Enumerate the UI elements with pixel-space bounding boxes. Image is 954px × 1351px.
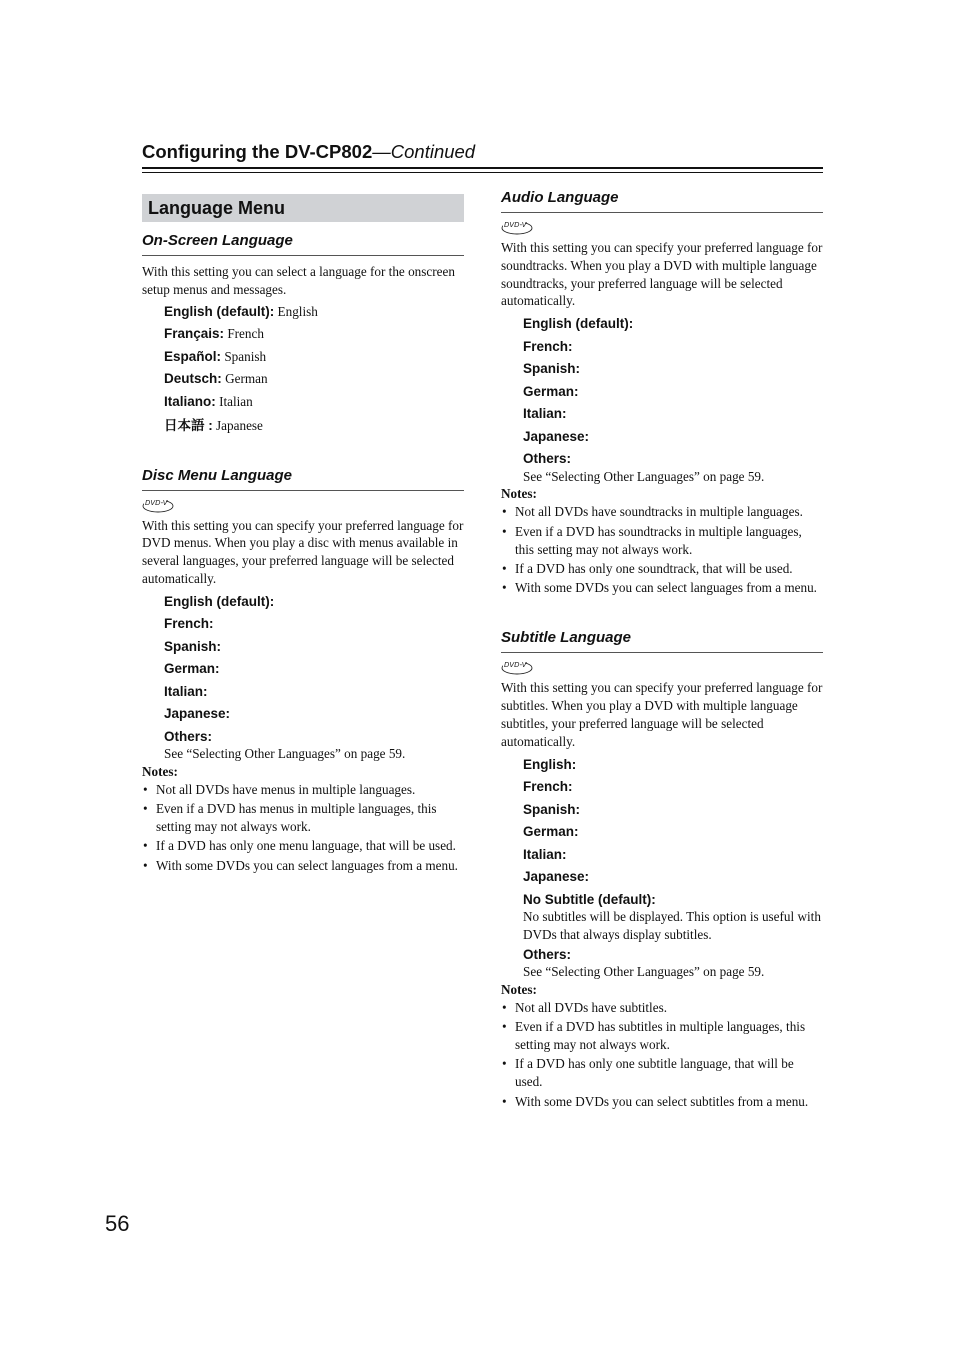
note-item: • Not all DVDs have soundtracks in multiple languages. bbox=[501, 503, 823, 521]
disc-option: Japanese: bbox=[164, 706, 231, 722]
audio-options bbox=[501, 313, 823, 485]
disc-intro: With this setting you can specify your preferred language for DVD menus. When you play a disc with menus available in several languages, your preferred language will be selected automatically. bbox=[142, 517, 464, 586]
header-title bbox=[142, 140, 823, 164]
disc-options bbox=[142, 591, 464, 763]
header-continued: —Continued bbox=[372, 141, 476, 162]
disc-notes-label: Notes: bbox=[142, 764, 178, 780]
note-item: • Not all DVDs have subtitles. bbox=[501, 999, 823, 1017]
subtitle-option: Japanese: bbox=[523, 869, 590, 885]
note-item: • If a DVD has only one subtitle language, that will be used. bbox=[501, 1055, 823, 1091]
header-rule-thin bbox=[142, 172, 823, 173]
dvd-icon-text: DVD-V bbox=[504, 221, 527, 229]
subtitle-notes bbox=[501, 999, 823, 1110]
disc-option: Italian: bbox=[164, 683, 208, 699]
onscreen-option: Français: French bbox=[164, 326, 264, 342]
dvd-video-icon bbox=[142, 497, 174, 513]
disc-others-desc: See “Selecting Other Languages” on page 59. bbox=[164, 746, 406, 762]
nosub-desc: No subtitles will be displayed. This option is useful with DVDs that always display subtitles. bbox=[523, 909, 821, 942]
header-title-text: Configuring the DV-CP802 bbox=[142, 141, 373, 162]
onscreen-option: Deutsch: German bbox=[164, 371, 268, 387]
onscreen-option: English (default): English bbox=[164, 303, 318, 319]
note-item: • With some DVDs you can select languages from a menu. bbox=[501, 579, 823, 597]
audio-option: Spanish: bbox=[523, 361, 581, 377]
note-item: • Even if a DVD has menus in multiple languages, this setting may not always work. bbox=[142, 800, 464, 836]
note-item: • Not all DVDs have menus in multiple languages. bbox=[142, 781, 464, 799]
dvd-icon-text: DVD-V bbox=[145, 498, 168, 507]
audio-heading: Audio Language bbox=[501, 188, 823, 213]
dvd-video-icon bbox=[501, 219, 533, 235]
subtitle-option: English: bbox=[523, 756, 577, 772]
note-item: • Even if a DVD has soundtracks in multiple languages, this setting may not always work. bbox=[501, 523, 823, 559]
audio-notes-label: Notes: bbox=[501, 486, 537, 502]
audio-option: Others: bbox=[523, 451, 572, 467]
disc-option: French: bbox=[164, 616, 214, 632]
audio-option: English (default): bbox=[523, 316, 634, 332]
right-column bbox=[501, 188, 823, 1112]
onscreen-intro: With this setting you can select a language for the onscreen setup menus and messages. bbox=[142, 264, 455, 297]
note-item: • If a DVD has only one soundtrack, that will be used. bbox=[501, 560, 823, 578]
subtitle-heading: Subtitle Language bbox=[501, 628, 823, 653]
audio-option: Italian: bbox=[523, 406, 567, 422]
onscreen-options bbox=[142, 301, 464, 438]
onscreen-option: 日本語 : Japanese bbox=[164, 418, 263, 434]
subtitle-option: Others: bbox=[523, 946, 572, 962]
page-header bbox=[142, 140, 823, 164]
disc-option: Others: bbox=[164, 728, 213, 744]
subtitle-option: Spanish: bbox=[523, 801, 581, 817]
onscreen-heading: On-Screen Language bbox=[142, 231, 464, 256]
section-title: Language Menu bbox=[142, 194, 464, 222]
disc-option: Spanish: bbox=[164, 638, 222, 654]
audio-option: French: bbox=[523, 338, 573, 354]
subtitle-option: Italian: bbox=[523, 846, 567, 862]
disc-notes bbox=[142, 781, 464, 874]
subtitle-notes-label: Notes: bbox=[501, 982, 537, 998]
header-rule-thick bbox=[142, 167, 823, 169]
disc-menu-heading: Disc Menu Language bbox=[142, 466, 464, 491]
onscreen-option: Español: Spanish bbox=[164, 348, 267, 364]
subtitle-option: German: bbox=[523, 824, 579, 840]
audio-intro: With this setting you can specify your preferred language for soundtracks. When you play a DVD with multiple language soundtracks, your preferred language will be selected automatically. bbox=[501, 240, 823, 309]
subtitle-option: No Subtitle (default): bbox=[523, 891, 656, 907]
disc-option: German: bbox=[164, 661, 220, 677]
left-column bbox=[142, 194, 464, 876]
disc-option: English (default): bbox=[164, 593, 275, 609]
note-item: • If a DVD has only one menu language, that will be used. bbox=[142, 837, 464, 855]
subtitle-others-desc: See “Selecting Other Languages” on page 59. bbox=[523, 964, 765, 980]
audio-option: German: bbox=[523, 383, 579, 399]
note-item: • With some DVDs you can select subtitles from a menu. bbox=[501, 1093, 823, 1111]
subtitle-option: French: bbox=[523, 779, 573, 795]
subtitle-intro: With this setting you can specify your preferred language for subtitles. When you play a DVD with multiple language subtitles, your preferred language will be selected automatically. bbox=[501, 680, 823, 749]
dvd-icon-text: DVD-V bbox=[504, 661, 527, 670]
audio-others-desc: See “Selecting Other Languages” on page 59. bbox=[523, 468, 765, 484]
note-item: • Even if a DVD has subtitles in multiple languages, this setting may not always work. bbox=[501, 1018, 823, 1054]
subtitle-options bbox=[501, 754, 823, 981]
page-number: 56 bbox=[105, 1211, 130, 1236]
dvd-video-icon bbox=[501, 659, 533, 675]
audio-option: Japanese: bbox=[523, 428, 590, 444]
onscreen-option: Italiano: Italian bbox=[164, 393, 253, 409]
note-item: • With some DVDs you can select languages from a menu. bbox=[142, 857, 464, 875]
audio-notes bbox=[501, 503, 823, 596]
